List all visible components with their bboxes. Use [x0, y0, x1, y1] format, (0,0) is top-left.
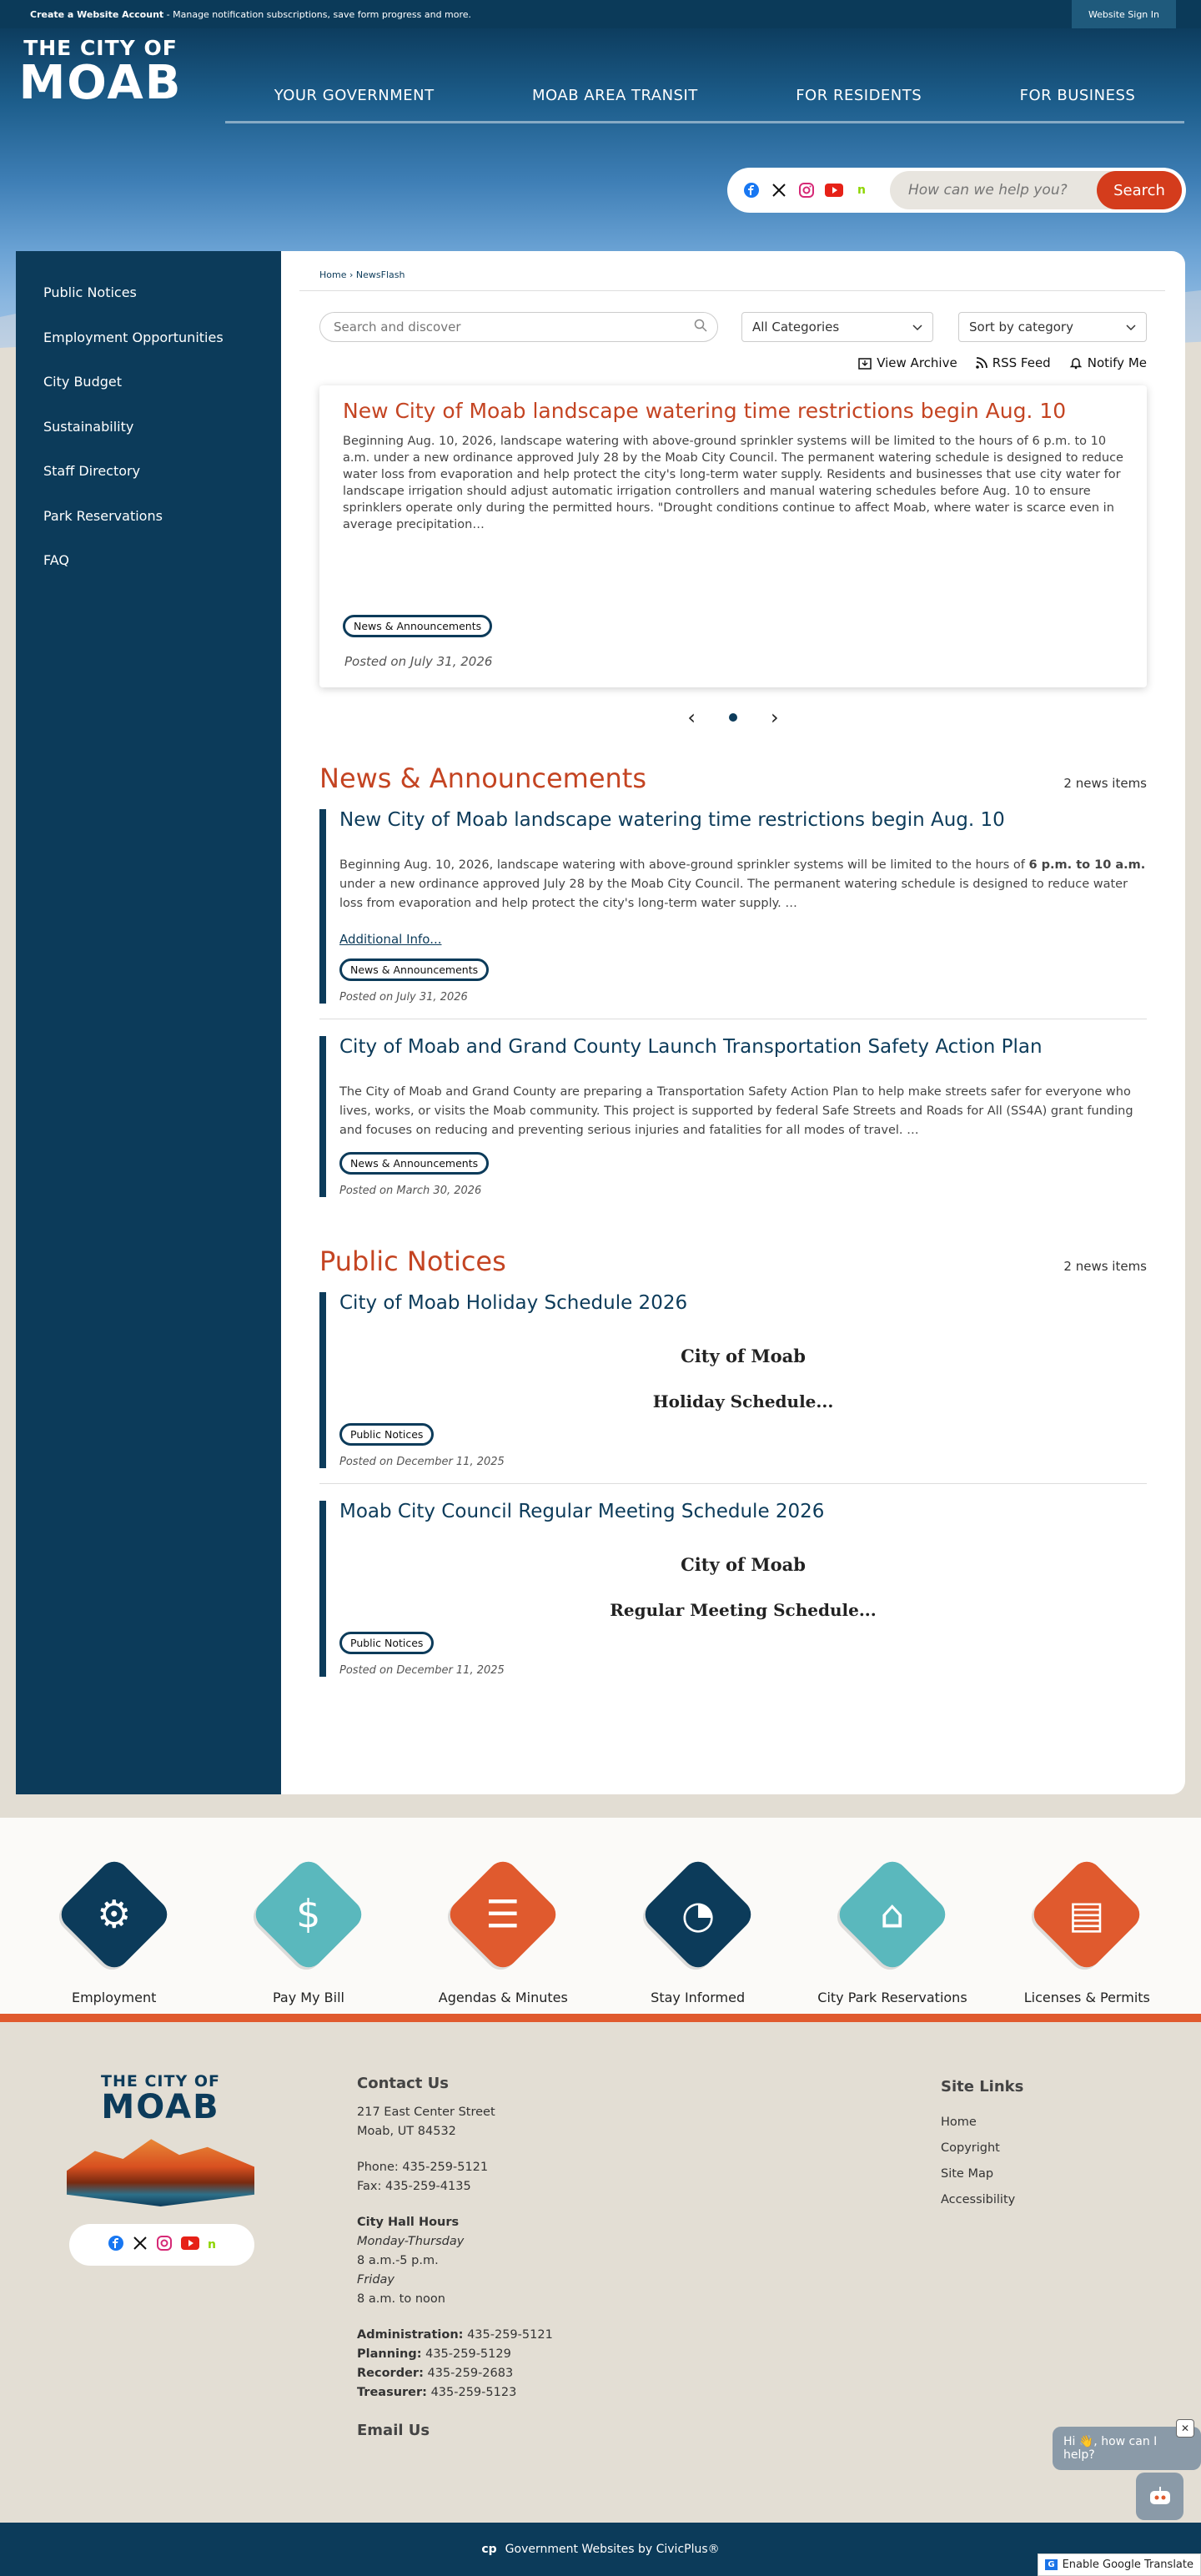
email-us-link[interactable]: Email Us [357, 2422, 430, 2439]
sidebar-item-city-budget[interactable]: City Budget [43, 374, 122, 390]
filter-bar [319, 312, 1147, 342]
main-panel [16, 251, 1185, 1794]
notice-item [319, 1292, 1147, 1468]
footer-accent-bar [0, 2014, 1201, 2022]
main-nav [225, 70, 1184, 123]
news-item-body: Beginning Aug. 10, 2026, landscape watering with above-ground sprinkler systems will be limited to the hours of 6 p.m. to 10 a.m. under a new ordinance approved July 28 by the Moab City Council. The permanent watering schedule is designed to reduce water loss from evaporation and help protect the city's long-term water supply. … [339, 858, 1146, 910]
breadcrumb-home[interactable]: Home [319, 269, 347, 280]
instagram-icon[interactable] [797, 181, 816, 199]
footer-logo[interactable]: THE CITY OF MOAB [67, 2072, 254, 2206]
notice-item-title[interactable]: City of Moab Holiday Schedule 2026 [339, 1292, 688, 1314]
section-title[interactable]: News & Announcements [319, 762, 646, 794]
section-title[interactable]: Public Notices [319, 1245, 506, 1277]
archive-icon [858, 356, 872, 370]
category-tag[interactable]: News & Announcements [339, 958, 489, 981]
x-twitter-icon[interactable] [133, 2236, 148, 2254]
sign-in-button[interactable]: Website Sign In [1072, 0, 1176, 28]
chevron-down-icon [1126, 319, 1136, 335]
site-search-button[interactable]: Search [1097, 171, 1182, 209]
divider [319, 1483, 1147, 1484]
utility-bar [0, 0, 1201, 28]
rss-feed-link[interactable]: RSS Feed [976, 355, 1051, 370]
phone-number[interactable]: Phone: 435-259-5121 [357, 2161, 489, 2174]
notice-body: City of Moab Regular Meeting Schedule... [610, 1554, 877, 1620]
posted-date: Posted on December 11, 2025 [339, 1664, 505, 1677]
create-account-link[interactable]: Create a Website Account [30, 8, 164, 20]
create-account-text: Create a Website Account - Manage notification subscriptions, save form progress and more. [30, 8, 472, 20]
notify-me-link[interactable]: Notify Me [1069, 355, 1147, 370]
feed-links [319, 355, 1147, 370]
quicklink-stay-informed[interactable]: ◔ Stay Informed [615, 1858, 781, 2005]
sidebar-item-employment[interactable]: Employment Opportunities [43, 329, 224, 345]
chevron-left-icon[interactable]: ‹ [687, 706, 696, 729]
footer-link-site-map[interactable]: Site Map [941, 2167, 994, 2181]
notices-section-header [319, 1245, 1147, 1277]
featured-title[interactable]: New City of Moab landscape watering time restrictions begin Aug. 10 [343, 399, 1067, 423]
clock-icon: ◔ [639, 1855, 756, 1973]
news-item-title[interactable]: New City of Moab landscape watering time restrictions begin Aug. 10 [339, 809, 1005, 831]
category-tag[interactable]: News & Announcements [339, 1152, 489, 1175]
sidebar-item-public-notices[interactable]: Public Notices [43, 284, 137, 300]
bottom-bar [0, 2523, 1201, 2576]
sidebar-item-staff-directory[interactable]: Staff Directory [43, 463, 141, 479]
breadcrumb: Home › NewsFlash [299, 269, 1165, 291]
site-search [890, 171, 1182, 209]
quicklink-pay-my-bill[interactable]: $ Pay My Bill [225, 1858, 392, 2005]
quicklink-employment[interactable]: ⚙ Employment [31, 1858, 198, 2005]
nextdoor-icon[interactable]: n [857, 184, 866, 197]
category-tag[interactable]: Public Notices [339, 1423, 434, 1446]
news-item [319, 1036, 1147, 1197]
carousel-dot[interactable] [729, 713, 737, 722]
quick-links [0, 1818, 1201, 2014]
notice-body: City of Moab Holiday Schedule... [652, 1346, 834, 1411]
featured-news-card[interactable] [319, 385, 1147, 687]
footer-contact: Contact Us 217 East Center Street Moab, UT 84532 Phone: 435-259-5121 Fax: 435-259-4135 City Hall Hours Monday-Thursday 8 a.m.-5 p.m. Friday 8 a.m. to noon Administration: 435-259-5121 Planning: 435-259-5129 Recorder: 435-259-2683 Treasurer: 435-259-5123 Email Us [357, 2075, 553, 2439]
sidebar-item-park-reservations[interactable]: Park Reservations [43, 507, 163, 524]
category-tag[interactable]: Public Notices [339, 1632, 434, 1654]
translate-icon: G [1045, 2559, 1057, 2570]
featured-body: Beginning Aug. 10, 2026, landscape watering with above-ground sprinkler systems will be limited to the hours of 6 p.m. to 10 a.m. under a new ordinance approved July 28 by the Moab City Council. The permanent watering schedule is designed to reduce water loss from evaporation and help protect the city's long-term water supply. Residents and businesses that use city water for landscape irrigation should adjust automatic irrigation controllers and manual watering schedules before Aug. 10 to ensure sprinklers operate only during the permitted hours. "Drought conditions continue to affect Moab, where water is scarce even in average precipitation… [343, 435, 1123, 531]
footer-link-home[interactable]: Home [941, 2116, 977, 2129]
bill-icon: $ [249, 1855, 367, 1973]
civicplus-link[interactable]: Government Websites by CivicPlus® [505, 2543, 720, 2556]
notice-item-title[interactable]: Moab City Council Regular Meeting Schedule 2026 [339, 1501, 825, 1522]
nav-your-government[interactable]: YOUR GOVERNMENT [274, 87, 435, 104]
chat-greeting[interactable]: Hi 👋, how can I help? [1053, 2427, 1201, 2470]
civicplus-icon: cp [481, 2543, 497, 2556]
sidebar [16, 251, 281, 1794]
nav-for-residents[interactable]: FOR RESIDENTS [796, 87, 922, 104]
newsflash-content [281, 251, 1185, 1794]
bell-icon [1069, 356, 1083, 370]
instagram-icon[interactable] [156, 2235, 173, 2255]
footer-link-copyright[interactable]: Copyright [941, 2141, 1000, 2155]
nav-moab-area-transit[interactable]: MOAB AREA TRANSIT [532, 87, 698, 104]
news-item-title[interactable]: City of Moab and Grand County Launch Transportation Safety Action Plan [339, 1036, 1043, 1058]
nextdoor-icon[interactable]: n [208, 2238, 216, 2251]
posted-date: Posted on July 31, 2026 [344, 654, 493, 669]
google-translate-button[interactable]: G Enable Google Translate [1038, 2553, 1201, 2576]
footer [0, 2022, 1201, 2523]
clipboard-icon: ☰ [445, 1855, 562, 1973]
sidebar-item-sustainability[interactable]: Sustainability [43, 418, 134, 435]
site-search-input[interactable] [890, 182, 1097, 199]
footer-link-accessibility[interactable]: Accessibility [941, 2193, 1016, 2206]
news-search-input[interactable] [334, 319, 694, 335]
close-icon[interactable]: ✕ [1176, 2419, 1194, 2438]
footer-site-links [941, 2074, 1023, 2213]
park-icon: ⌂ [833, 1855, 951, 1973]
site-logo[interactable]: THE CITY OF MOAB [18, 36, 183, 110]
site-links-title: Site Links [941, 2078, 1024, 2096]
item-count: 2 news items [1063, 1259, 1147, 1274]
news-item-body: The City of Moab and Grand County are preparing a Transportation Safety Action Plan to help make streets safer for everyone who lives, works, or visits the Moab community. This project is supported by federal Safe Streets and Roads for All (SS4A) grant funding and focuses on reducing and preventing serious injuries and fatalities for all modes of travel. … [339, 1085, 1133, 1137]
breadcrumb-current: NewsFlash [355, 269, 405, 280]
category-select[interactable]: All Categories [741, 312, 933, 342]
youtube-icon[interactable] [825, 181, 843, 199]
category-tag[interactable]: News & Announcements [343, 615, 492, 637]
chevron-down-icon [912, 319, 922, 335]
news-search [319, 312, 718, 342]
posted-date: Posted on December 11, 2025 [339, 1456, 505, 1468]
quicklink-park-reservations[interactable]: ⌂ City Park Reservations [809, 1858, 976, 2005]
facebook-icon[interactable] [742, 181, 761, 199]
youtube-icon[interactable] [181, 2236, 199, 2253]
chatbot-icon[interactable] [1136, 2473, 1183, 2520]
sidebar-item-faq[interactable]: FAQ [43, 552, 69, 568]
view-archive-link[interactable]: View Archive [858, 355, 957, 370]
carousel-controls [319, 706, 1147, 729]
footer-social-icons [69, 2224, 254, 2266]
license-icon: ▤ [1028, 1855, 1146, 1973]
rss-icon [976, 357, 987, 369]
briefcase-icon: ⚙ [55, 1855, 173, 1973]
landscape-art [67, 2127, 254, 2206]
search-icon[interactable] [694, 319, 707, 335]
chevron-right-icon[interactable]: › [771, 706, 779, 729]
posted-date: Posted on July 31, 2026 [339, 991, 468, 1004]
facebook-icon[interactable] [108, 2235, 124, 2255]
additional-info-link[interactable]: Additional Info... [339, 932, 442, 947]
item-count: 2 news items [1063, 776, 1147, 791]
news-section-header [319, 762, 1147, 794]
quicklink-agendas-minutes[interactable]: ☰ Agendas & Minutes [420, 1858, 586, 2005]
notice-item [319, 1501, 1147, 1677]
quicklink-licenses-permits[interactable]: ▤ Licenses & Permits [1003, 1858, 1170, 2005]
fax-number: Fax: 435-259-4135 [357, 2180, 471, 2193]
sort-select[interactable]: Sort by category [958, 312, 1147, 342]
social-search-bar [727, 168, 1186, 213]
x-twitter-icon[interactable] [770, 181, 788, 199]
contact-title: Contact Us [357, 2075, 450, 2092]
posted-date: Posted on March 30, 2026 [339, 1185, 482, 1197]
news-item [319, 809, 1147, 1004]
nav-for-business[interactable]: FOR BUSINESS [1019, 87, 1136, 104]
